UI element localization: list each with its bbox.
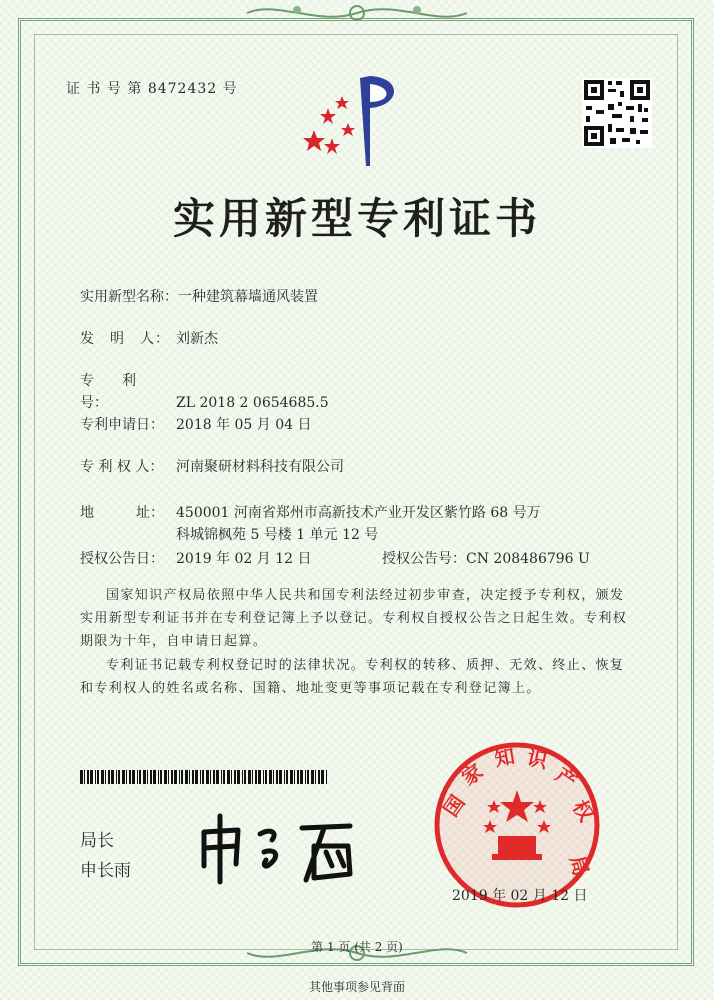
- field-label: 实用新型名称：: [80, 289, 178, 305]
- field-grant-announcement: [80, 548, 590, 570]
- field-utility-model-name: [80, 286, 318, 308]
- patent-office-emblem: [300, 68, 410, 168]
- field-value: ZL 2018 2 0654685.5: [176, 395, 329, 411]
- seal-char-3: 知: [492, 743, 517, 771]
- seal-date: 2019 年 02 月 12 日: [452, 888, 588, 904]
- field-label: 发 明 人：: [80, 331, 170, 347]
- cert-no-label: 证 书 号 第: [66, 81, 148, 97]
- cert-no-suffix: 号: [217, 81, 238, 97]
- top-ornament: [237, 0, 477, 26]
- document-title: 实用新型专利证书: [172, 194, 541, 243]
- field-address: [80, 502, 550, 546]
- field-value: 2018 年 05 月 04 日: [176, 417, 312, 433]
- certificate-number: [66, 78, 238, 98]
- field-value: 一种建筑幕墙通风装置: [178, 289, 318, 305]
- seal-char-7: 局: [565, 853, 594, 879]
- field-label: 专 利 权 人：: [80, 459, 164, 475]
- body-paragraph-2: 专利证书记载专利权登记时的法律状况。专利权的转移、质押、无效、终止、恢复和专利权人的姓名或名称、国籍、地址变更等事项记载在专利登记簿上。: [80, 658, 625, 696]
- field-label: 专利申请日：: [80, 417, 164, 433]
- field-label: 授权公告号：: [382, 551, 466, 567]
- field-value: 2019 年 02 月 12 日: [176, 551, 312, 567]
- seal-char-4: 识: [524, 745, 550, 774]
- cert-no-value: 8472432: [147, 81, 218, 97]
- footer-note: 其他事项参见背面: [308, 980, 405, 994]
- seal-char-2: 家: [457, 758, 488, 791]
- field-label: 授权公告日：: [80, 551, 164, 567]
- field-value: 刘新杰: [176, 331, 218, 347]
- seal-char-5: 产: [551, 762, 582, 794]
- field-value: 450001 河南省郑州市高新技术产业开发区紫竹路 68 号万科城锦枫苑 5 号楼 1 单元 12 号: [176, 505, 541, 543]
- field-value: CN 208486796 U: [466, 551, 590, 567]
- field-value: 河南聚研材料科技有限公司: [176, 459, 344, 475]
- qr-code: [582, 78, 652, 148]
- seal-char-1: 国: [438, 790, 470, 821]
- field-label: 地 址：: [80, 505, 164, 521]
- seal-char-6: 权: [567, 795, 599, 826]
- barcode: [80, 770, 330, 784]
- field-application-date: [80, 414, 312, 436]
- page-number: 第 1 页 (共 2 页): [311, 940, 403, 954]
- field-patent-number: [80, 370, 329, 414]
- field-patentee: [80, 456, 344, 478]
- field-inventor: [80, 328, 218, 350]
- handwritten-signature: [190, 808, 370, 888]
- director-name: 申长雨: [80, 861, 131, 881]
- director-title: 局长: [80, 831, 114, 851]
- field-label: 专 利 号：: [80, 373, 150, 411]
- body-paragraph-1: 国家知识产权局依照中华人民共和国专利法经过初步审查，决定授予专利权，颁发实用新型专利证书并在专利登记簿上予以登记。专利权自授权公告之日起生效。专利权期限为十年，自申请日起算。: [80, 588, 628, 649]
